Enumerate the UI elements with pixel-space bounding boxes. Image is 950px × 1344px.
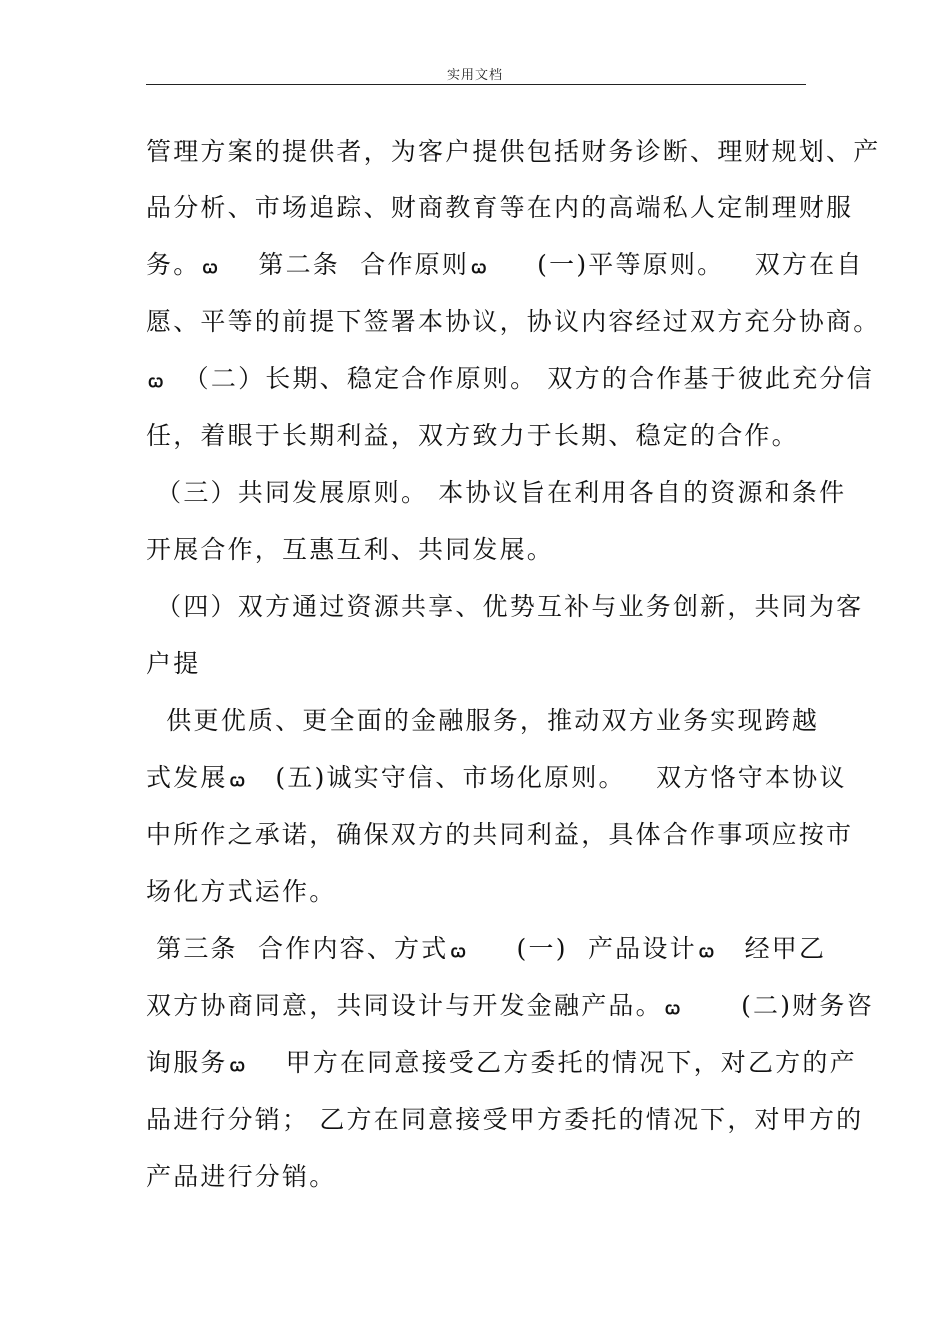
text-run: 第二条 合作原则 xyxy=(217,250,470,279)
text-line: （四）双方通过资源共享、优势互补与业务创新，共同为客 xyxy=(146,592,864,621)
text-line xyxy=(146,990,874,1025)
paragraph-mark-icon: ꞷ xyxy=(148,372,164,392)
text-line: 品分析、市场追踪、财商教育等在内的高端私人定制理财服 xyxy=(146,193,854,222)
text-line: 愿、平等的前提下签署本协议，协议内容经过双方充分协商。 xyxy=(146,307,881,336)
text-run: (二)财务咨 xyxy=(680,991,874,1020)
paragraph-mark-icon: ꞷ xyxy=(229,771,245,791)
text-line: 户提 xyxy=(146,649,201,678)
text-run: 第三条 合作内容、方式 xyxy=(146,934,449,963)
text-line xyxy=(146,363,874,398)
text-line: 任，着眼于长期利益，双方致力于长期、稳定的合作。 xyxy=(146,421,799,450)
paragraph-mark-icon: ꞷ xyxy=(664,999,681,1019)
text-line: 开展合作，互惠互利、共同发展。 xyxy=(146,535,555,564)
text-line: （三）共同发展原则。 本协议旨在利用各自的资源和条件 xyxy=(146,478,847,507)
text-run: 双方协商同意，共同设计与开发金融产品。 xyxy=(146,991,663,1020)
text-run: 经甲乙 xyxy=(714,934,827,963)
text-run: （二）长期、稳定合作原则。 双方的合作基于彼此充分信 xyxy=(163,364,874,393)
text-run: (一)平等原则。 双方在自 xyxy=(486,250,864,279)
text-run: 式发展 xyxy=(146,763,228,792)
paragraph-mark-icon: ꞷ xyxy=(698,942,715,962)
page-header: 实用文档 xyxy=(446,68,503,83)
paragraph-mark-icon: ꞷ xyxy=(450,942,466,962)
text-line: 管理方案的提供者，为客户提供包括财务诊断、理财规划、产 xyxy=(146,137,881,166)
text-run: (一) 产品设计 xyxy=(465,934,697,963)
text-run: 务。 xyxy=(146,250,201,279)
text-line xyxy=(146,933,826,968)
text-run: 询服务 xyxy=(146,1048,228,1077)
text-line xyxy=(146,249,864,284)
text-line: 产品进行分销。 xyxy=(146,1162,337,1191)
text-run: (五)诚实守信、市场化原则。 双方恪守本协议 xyxy=(244,763,847,792)
text-run: 甲方在同意接受乙方委托的情况下，对乙方的产 xyxy=(244,1048,857,1077)
text-line: 场化方式运作。 xyxy=(146,877,337,906)
text-line: 供更优质、更全面的金融服务，推动双方业务实现跨越 xyxy=(146,706,820,735)
paragraph-mark-icon: ꞷ xyxy=(229,1056,245,1076)
paragraph-mark-icon: ꞷ xyxy=(471,258,487,278)
header-rule xyxy=(146,84,806,85)
text-line: 中所作之承诺，确保双方的共同利益，具体合作事项应按市 xyxy=(146,820,854,849)
paragraph-mark-icon: ꞷ xyxy=(202,258,218,278)
text-line: 品进行分销； 乙方在同意接受甲方委托的情况下，对甲方的 xyxy=(146,1105,864,1134)
text-line xyxy=(146,762,847,797)
text-line xyxy=(146,1047,857,1082)
